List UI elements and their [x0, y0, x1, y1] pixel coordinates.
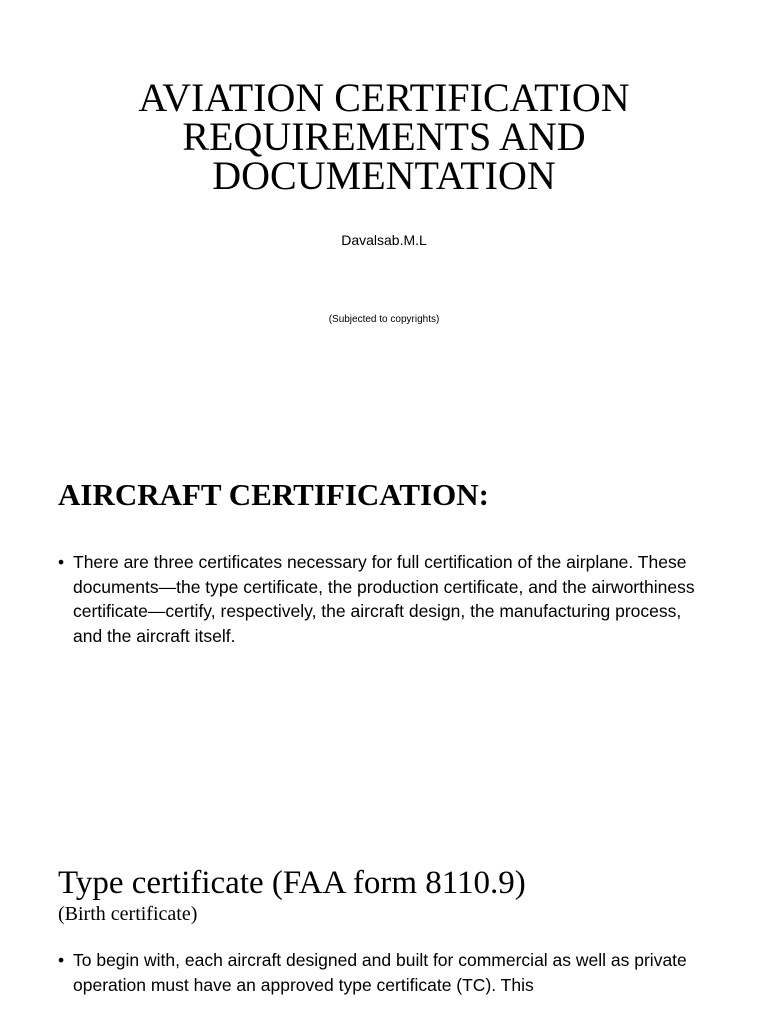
presentation-title: AVIATION CERTIFICATION REQUIREMENTS AND DOCUMENTATION	[138, 75, 630, 198]
bullet-icon: •	[58, 552, 65, 572]
type-certificate-subheading: (Birth certificate)	[58, 903, 198, 925]
type-certificate-slide	[0, 864, 768, 1024]
title-slide	[0, 0, 768, 432]
author-name: Davalsab.M.L	[341, 232, 427, 248]
copyright-note: (Subjected to copyrights)	[328, 314, 440, 325]
bullet-text: To begin with, each aircraft designed and built for commercial as well as private operation must have an approved type certificate (TC). This	[73, 950, 687, 995]
aircraft-certification-slide	[0, 432, 768, 864]
bullet-item	[58, 550, 710, 648]
section-heading: AIRCRAFT CERTIFICATION:	[58, 477, 489, 512]
bullet-text: There are three certificates necessary for full certification of the airplane. These documents—the type certificate, the production certificate, and the airworthiness certificate—certify, respectively, the aircraft design, the manufacturing process, and the aircraft itself.	[73, 552, 695, 646]
bullet-icon: •	[58, 950, 65, 970]
bullet-item	[58, 948, 710, 997]
type-certificate-heading: Type certificate (FAA form 8110.9)	[58, 865, 526, 901]
